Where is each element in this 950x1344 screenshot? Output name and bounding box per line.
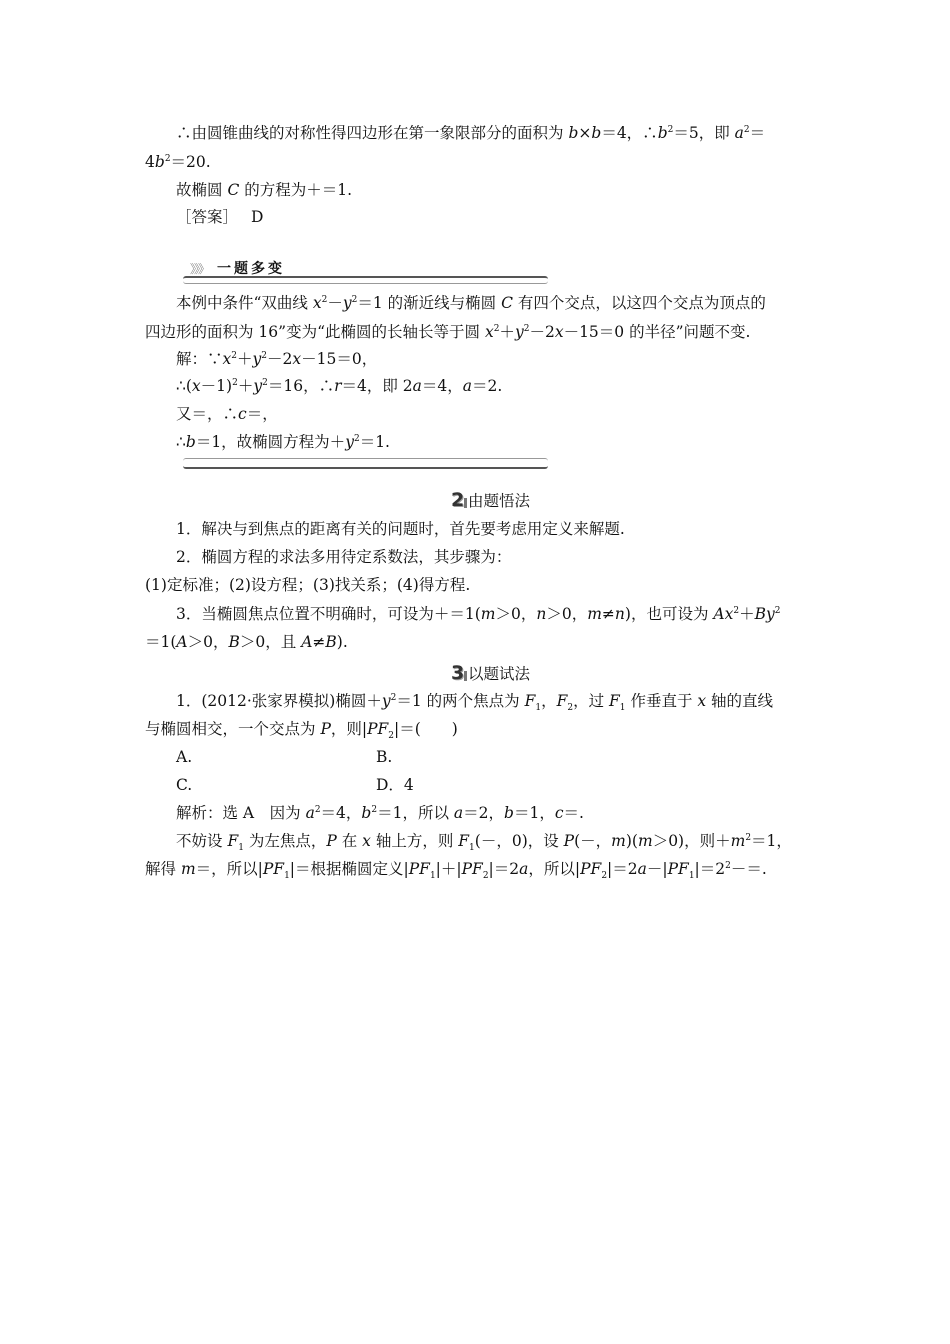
text-fragment: 作垂直于: [625, 692, 698, 710]
text: 4: [145, 153, 155, 171]
solution-step-1: [176, 803, 584, 823]
text-fragment: PF: [461, 860, 483, 878]
text-fragment: ＋: [739, 605, 755, 623]
exp: 2: [743, 124, 750, 135]
text-fragment: 1: [535, 703, 542, 714]
text-fragment: b: [185, 433, 196, 451]
text-fragment: C: [501, 294, 513, 312]
solution-line-2: [145, 152, 211, 172]
exercise-line-2: [145, 719, 458, 742]
text-fragment: 2: [351, 294, 358, 305]
text-fragment: 1: [284, 871, 290, 882]
text: ＝5，即: [673, 124, 735, 142]
text-fragment: m: [480, 605, 496, 623]
text: ＝20.: [170, 153, 211, 171]
text-fragment: 2: [482, 871, 489, 882]
text-fragment: ＝4，即 2: [341, 377, 413, 395]
text-fragment: ＝1，故椭圆方程为＋: [195, 433, 346, 451]
text-fragment: －＝.: [730, 860, 767, 878]
text-fragment: 2: [353, 433, 360, 444]
variation-line-2: [145, 322, 750, 342]
text-fragment: ＝，: [246, 405, 278, 423]
text-fragment: y: [765, 605, 775, 623]
arrows-icon: 》》》: [190, 262, 209, 276]
text-fragment: )，也可设为: [624, 605, 714, 623]
text-fragment: 2: [493, 323, 500, 334]
text-fragment: a: [412, 377, 422, 395]
text-fragment: 2: [321, 294, 328, 305]
text-fragment: 2: [261, 350, 268, 361]
text-fragment: 在: [336, 832, 363, 850]
var: C: [227, 181, 240, 199]
text: ＝: [749, 124, 766, 142]
solution-line-1: [176, 123, 765, 143]
text-fragment: )(: [625, 832, 638, 850]
text-fragment: 轴上方，则: [370, 832, 459, 850]
text-fragment: 2: [725, 860, 731, 871]
text-fragment: ＝1，: [513, 804, 555, 822]
section-number: 2: [451, 489, 465, 511]
section-heading-method: [451, 490, 530, 511]
variation-header: [183, 256, 548, 282]
text-fragment: |＝2: [607, 860, 638, 878]
text-fragment: x: [292, 350, 302, 368]
text-fragment: x: [362, 832, 371, 850]
text-fragment: －2: [267, 350, 293, 368]
text-fragment: ＝4，: [320, 804, 362, 822]
text-fragment: B: [228, 633, 240, 651]
text-fragment: A: [176, 633, 188, 651]
text-fragment: ，则|: [330, 720, 368, 738]
method-line-3: (1)定标准；(2)设方程；(3)找关系；(4)得方程.: [145, 576, 471, 594]
text-fragment: x: [312, 294, 322, 312]
text-fragment: 1．(2012·张家界模拟)椭圆＋: [176, 692, 382, 710]
text: ＝4，∴: [601, 124, 658, 142]
text-fragment: ≠: [601, 605, 615, 623]
method-line-1: 1．解决与到焦点的距离有关的问题时，首先要考虑用定义来解题.: [176, 520, 625, 538]
text-fragment: ).: [336, 633, 348, 651]
text-fragment: PF: [667, 860, 689, 878]
text-fragment: ＝4，: [421, 377, 463, 395]
text-fragment: |＝根据椭圆定义|: [289, 860, 409, 878]
text-fragment: r: [334, 377, 342, 395]
text-fragment: ＞0，且: [239, 633, 302, 651]
text-fragment: m: [587, 605, 602, 623]
text-fragment: －2: [529, 323, 555, 341]
text-fragment: |＝2: [694, 860, 726, 878]
text-fragment: 2: [371, 804, 378, 815]
text-fragment: y: [252, 350, 262, 368]
method-line-2: 2．椭圆方程的求法多用待定系数法，其步骤为：: [176, 548, 512, 566]
text-fragment: c: [554, 804, 564, 822]
text-fragment: 2: [774, 605, 781, 616]
text-fragment: ＝1，: [751, 832, 792, 850]
text-fragment: －|: [646, 860, 668, 878]
text-fragment: PF: [408, 860, 430, 878]
text-fragment: |＝2: [488, 860, 520, 878]
text-fragment: ＋: [499, 323, 515, 341]
text-fragment: B: [754, 605, 766, 623]
text-fragment: x: [697, 692, 707, 710]
text-fragment: x: [554, 323, 564, 341]
text-fragment: 1: [688, 871, 695, 882]
text-fragment: ＋: [237, 350, 253, 368]
variation-line-6: [176, 432, 390, 452]
text-fragment: (－，: [574, 832, 612, 850]
text-fragment: 2: [388, 731, 395, 742]
text: 故椭圆: [176, 181, 228, 199]
text-fragment: －1): [200, 377, 233, 395]
text-fragment: ＝2.: [472, 377, 503, 395]
text-fragment: ＞0)，则＋: [652, 832, 731, 850]
text-fragment: F: [524, 692, 536, 710]
option-b: B.: [376, 748, 393, 766]
text-fragment: 解析：选 A 因为: [176, 804, 306, 822]
text-fragment: 2: [601, 871, 608, 882]
text-fragment: x: [484, 323, 494, 341]
text-fragment: b: [361, 804, 372, 822]
var: b: [657, 124, 668, 142]
option-d: D．4: [376, 776, 414, 794]
section-number: 3: [451, 662, 465, 684]
text-fragment: F: [458, 832, 470, 850]
exp: 2: [164, 153, 171, 164]
section-title: 以题试法: [468, 665, 531, 683]
text-fragment: ＝1，所以: [377, 804, 454, 822]
text-fragment: B: [325, 633, 337, 651]
text-fragment: 轴的直线: [706, 692, 774, 710]
text-fragment: 2: [232, 377, 238, 388]
text-fragment: y: [345, 433, 354, 451]
answer-line: [176, 207, 263, 227]
text-fragment: ，过: [573, 692, 610, 710]
text-fragment: ，所以|: [528, 860, 581, 878]
text-fragment: m: [611, 832, 626, 850]
text-fragment: －15＝0，: [301, 350, 378, 368]
option-c: C.: [176, 776, 193, 794]
text-fragment: a: [637, 860, 647, 878]
divider: [183, 276, 548, 284]
answer-value: D: [250, 208, 264, 226]
text-fragment: n: [536, 605, 547, 623]
method-line-5: [145, 632, 348, 652]
text-fragment: 1: [619, 703, 626, 714]
text-fragment: A: [301, 633, 313, 651]
text-fragment: x: [724, 605, 734, 623]
text-fragment: P: [563, 832, 575, 850]
text-fragment: y: [514, 323, 524, 341]
text-fragment: c: [238, 405, 247, 423]
text-fragment: 2: [390, 692, 397, 703]
text-fragment: y: [381, 692, 391, 710]
answer-label: ［答案］: [176, 208, 239, 226]
exercise-line-1: [176, 691, 774, 714]
method-line-4: [176, 604, 780, 624]
text-fragment: ＝16，∴: [267, 377, 335, 395]
section-title: 由题悟法: [468, 492, 531, 510]
text-fragment: |＝( ): [394, 720, 458, 738]
variation-title: 一题多变: [217, 261, 285, 277]
text-fragment: 2: [567, 703, 574, 714]
text: 的方程为＋＝1.: [239, 181, 353, 199]
text-fragment: y: [342, 294, 352, 312]
text-fragment: 2: [231, 350, 237, 361]
variation-line-5: [176, 404, 278, 424]
text-fragment: F: [609, 692, 620, 710]
text-fragment: x: [222, 350, 232, 368]
text-fragment: ＞0，: [546, 605, 588, 623]
text-fragment: m: [637, 832, 653, 850]
text-fragment: ＋: [237, 377, 254, 395]
text-fragment: 3．当椭圆焦点位置不明确时，可设为＋＝1(: [176, 605, 481, 623]
text-fragment: ＝1(: [145, 633, 177, 651]
var: b: [568, 124, 579, 142]
text-fragment: 本例中条件“双曲线: [176, 294, 313, 312]
text-fragment: 解：∵: [176, 350, 223, 368]
text-fragment: －15＝0 的半径”问题不变.: [563, 323, 751, 341]
text-fragment: 为左焦点，: [243, 832, 327, 850]
text-fragment: 2: [523, 323, 530, 334]
text-fragment: ＝1.: [359, 433, 390, 451]
text-fragment: 1: [469, 843, 475, 854]
text-fragment: 2: [733, 605, 740, 616]
text-fragment: 不妨设: [176, 832, 228, 850]
solution-line-3: [176, 180, 352, 200]
text-fragment: A: [713, 605, 725, 623]
text: ∴由圆锥曲线的对称性得四边形在第一象限部分的面积为: [176, 124, 569, 142]
text-fragment: ＝.: [563, 804, 584, 822]
text-fragment: 1: [238, 843, 244, 854]
text-fragment: a: [519, 860, 529, 878]
solution-step-2: [176, 831, 792, 854]
text-fragment: ≠: [312, 633, 326, 651]
text-fragment: m: [730, 832, 746, 850]
text-fragment: 四边形的面积为 16”变为“此椭圆的长轴长等于圆: [145, 323, 485, 341]
text-fragment: 2: [262, 377, 268, 388]
variation-footer-rule: [183, 458, 548, 469]
section-mark-icon: [464, 671, 467, 681]
text-fragment: PF: [367, 720, 389, 738]
text-fragment: a: [305, 804, 315, 822]
text-fragment: P: [326, 832, 337, 850]
text-fragment: ＝1 的两个焦点为: [396, 692, 525, 710]
text-fragment: 与椭圆相交，一个交点为: [145, 720, 321, 738]
text-fragment: ＞0，: [187, 633, 229, 651]
text-fragment: (－，0)，设: [474, 832, 564, 850]
text: ×: [578, 124, 592, 142]
text-fragment: y: [253, 377, 263, 395]
section-heading-exercise: [451, 663, 530, 684]
text-fragment: ∴(: [176, 377, 192, 395]
text-fragment: 又＝，∴: [176, 405, 239, 423]
text-fragment: ，: [541, 692, 557, 710]
text-fragment: 2: [314, 804, 321, 815]
section-mark-icon: [464, 498, 467, 508]
text-fragment: F: [227, 832, 239, 850]
text-fragment: ＝2，: [463, 804, 505, 822]
text-fragment: x: [191, 377, 201, 395]
var: b: [154, 153, 165, 171]
option-a: A.: [176, 748, 193, 766]
text-fragment: ＞0，: [495, 605, 537, 623]
text-fragment: PF: [262, 860, 285, 878]
solution-step-3: [145, 859, 767, 882]
text-fragment: ＝1 的渐近线与椭圆: [357, 294, 502, 312]
text-fragment: P: [320, 720, 331, 738]
text-fragment: F: [556, 692, 568, 710]
text-fragment: b: [504, 804, 514, 822]
text-fragment: a: [462, 377, 473, 395]
text-fragment: 2: [745, 832, 752, 843]
var: b: [591, 124, 602, 142]
text-fragment: a: [453, 804, 464, 822]
variation-line-3: [176, 349, 377, 369]
text-fragment: 1: [429, 871, 436, 882]
variation-line-1: [176, 293, 766, 313]
text-fragment: ∴: [176, 433, 186, 451]
text-fragment: 解得: [145, 860, 181, 878]
var: a: [734, 124, 744, 142]
text-fragment: |＋|: [435, 860, 462, 878]
exp: 2: [667, 124, 674, 135]
text-fragment: m: [180, 860, 196, 878]
text-fragment: PF: [580, 860, 602, 878]
text-fragment: －: [327, 294, 343, 312]
text-fragment: n: [614, 605, 625, 623]
text-fragment: 有四个交点，以这四个交点为顶点的: [512, 294, 766, 312]
variation-line-4: [176, 376, 502, 396]
text-fragment: ＝，所以|: [195, 860, 263, 878]
